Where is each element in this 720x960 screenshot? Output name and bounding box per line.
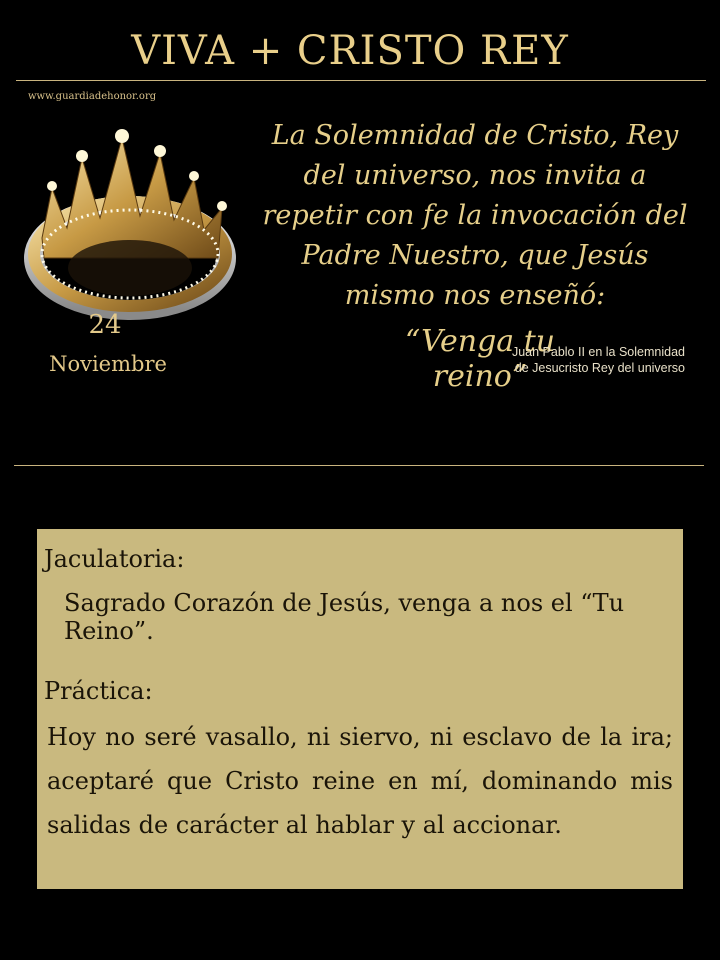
practica-text: Hoy no seré vasallo, ni siervo, ni esclavo de la ira; aceptaré que Cristo reine en mí, dominando mis salidas de carácter al hablar y al accionar.	[47, 723, 673, 839]
website-link[interactable]: www.guardiadehonor.org	[28, 91, 157, 102]
quote-text: La Solemnidad de Cristo, Rey del universo, nos invita a repetir con fe la invocación del Padre Nuestro, que Jesús mismo nos enseñó:	[262, 120, 688, 311]
date-day: 24	[88, 310, 122, 340]
middle-divider	[14, 465, 704, 466]
attribution-line-2: de Jesucristo Rey del universo	[514, 361, 685, 375]
devotion-panel	[37, 529, 683, 889]
quote-emphasis: “Venga tu reino”	[404, 324, 556, 394]
jaculatoria-label: Jaculatoria:	[44, 545, 185, 573]
crown-ring-image	[22, 118, 244, 330]
quote-attribution	[470, 344, 685, 376]
page-title: VIVA + CRISTO REY	[131, 28, 569, 74]
top-divider	[16, 80, 706, 81]
date-month: Noviembre	[49, 352, 167, 376]
practica-label: Práctica:	[44, 677, 153, 705]
jaculatoria-text: Sagrado Corazón de Jesús, venga a nos el “Tu Reino”.	[64, 589, 625, 645]
attribution-line-1: Juan Pablo II en la Solemnidad	[511, 345, 685, 359]
